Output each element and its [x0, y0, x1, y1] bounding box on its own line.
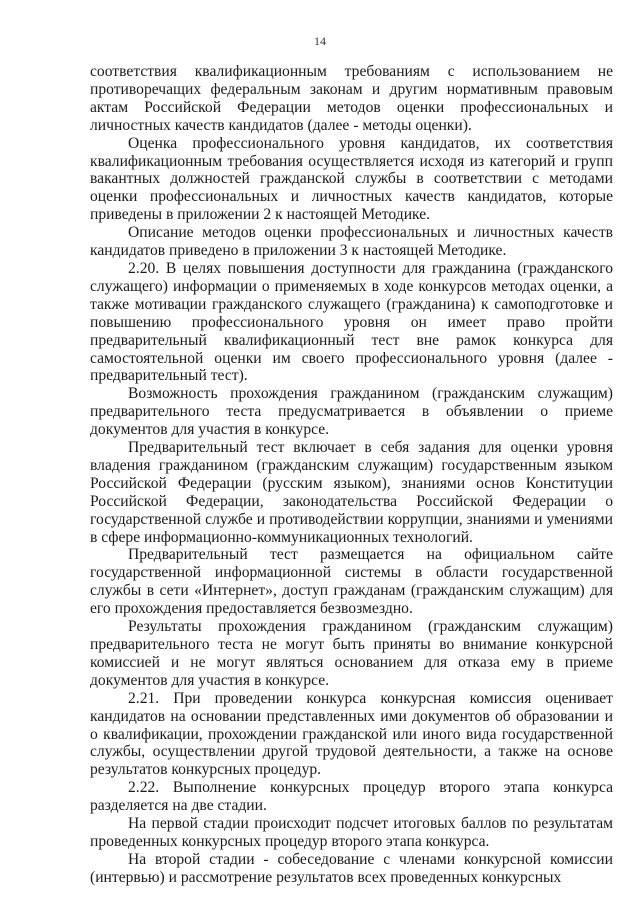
paragraph: 2.22. Выполнение конкурсных процедур второго этапа конкурса разделяется на две стадии. [90, 779, 613, 815]
paragraph: 2.20. В целях повышения доступности для гражданина (гражданского служащего) информации о применяемых в ходе конкурсов методах оценки, а также мотивации гражданского служащего (гражданина) к самоподготовке и повышению профессионального уровня он имеет право пройти предварительный квалификационный тест вне рамок конкурса для самостоятельной оценки им своего профессионального уровня (далее - предварительный тест). [90, 259, 613, 385]
paragraph: Предварительный тест размещается на официальном сайте государственной информационной системы в области государственной службы в сети «Интернет», доступ гражданам (гражданским служащим) для его прохождения предоставляется безвозмездно. [90, 546, 613, 618]
paragraph: Описание методов оценки профессиональных и личностных качеств кандидатов приведено в приложении 3 к настоящей Методике. [90, 224, 613, 260]
paragraph: Предварительный тест включает в себя задания для оценки уровня владения гражданином (гражданским служащим) государственным языком Российской Федерации (русским языком), знаниями основ Конституции Российской Федерации, законодательства Российской Федерации о государственной службе и противодействии коррупции, знаниями и умениями в сфере информационно-коммуникационных технологий. [90, 439, 613, 546]
page-number: 14 [314, 34, 326, 48]
paragraph: 2.21. При проведении конкурса конкурсная комиссия оценивает кандидатов на основании представленных ими документов об образовании и о квалификации, прохождении гражданской или иного вида государственной службы, осуществлении другой трудовой деятельности, а также на основе результатов конкурсных процедур. [90, 689, 613, 779]
paragraph: На первой стадии происходит подсчет итоговых баллов по результатам проведенных конкурсных процедур второго этапа конкурса. [90, 815, 613, 850]
paragraph: На второй стадии - собеседование с членами конкурсной комиссии (интервью) и рассмотрение результатов всех проведенных конкурсных [90, 850, 613, 886]
paragraph: соответствия квалификационным требованиям с использованием не противоречащих федеральным законам и другим нормативным правовым актам Российской Федерации методов оценки профессиональных и личностных качеств кандидатов (далее - методы оценки). [90, 63, 613, 134]
document-body [90, 63, 613, 887]
paragraph: Возможность прохождения гражданином (гражданским служащим) предварительного теста предусматривается в объявлении о приеме документов для участия в конкурсе. [90, 385, 613, 439]
paragraph: Оценка профессионального уровня кандидатов, их соответствия квалификационным требования осуществляется исходя из категорий и групп вакантных должностей гражданской службы в соответствии с методами оценки профессиональных и личностных качеств кандидатов, которые приведены в приложении 2 к настоящей Методике. [90, 134, 613, 224]
paragraph: Результаты прохождения гражданином (гражданским служащим) предварительного теста не могут быть приняты во внимание конкурсной комиссией и не могут являться основанием для отказа ему в приеме документов для участия в конкурсе. [90, 618, 613, 689]
